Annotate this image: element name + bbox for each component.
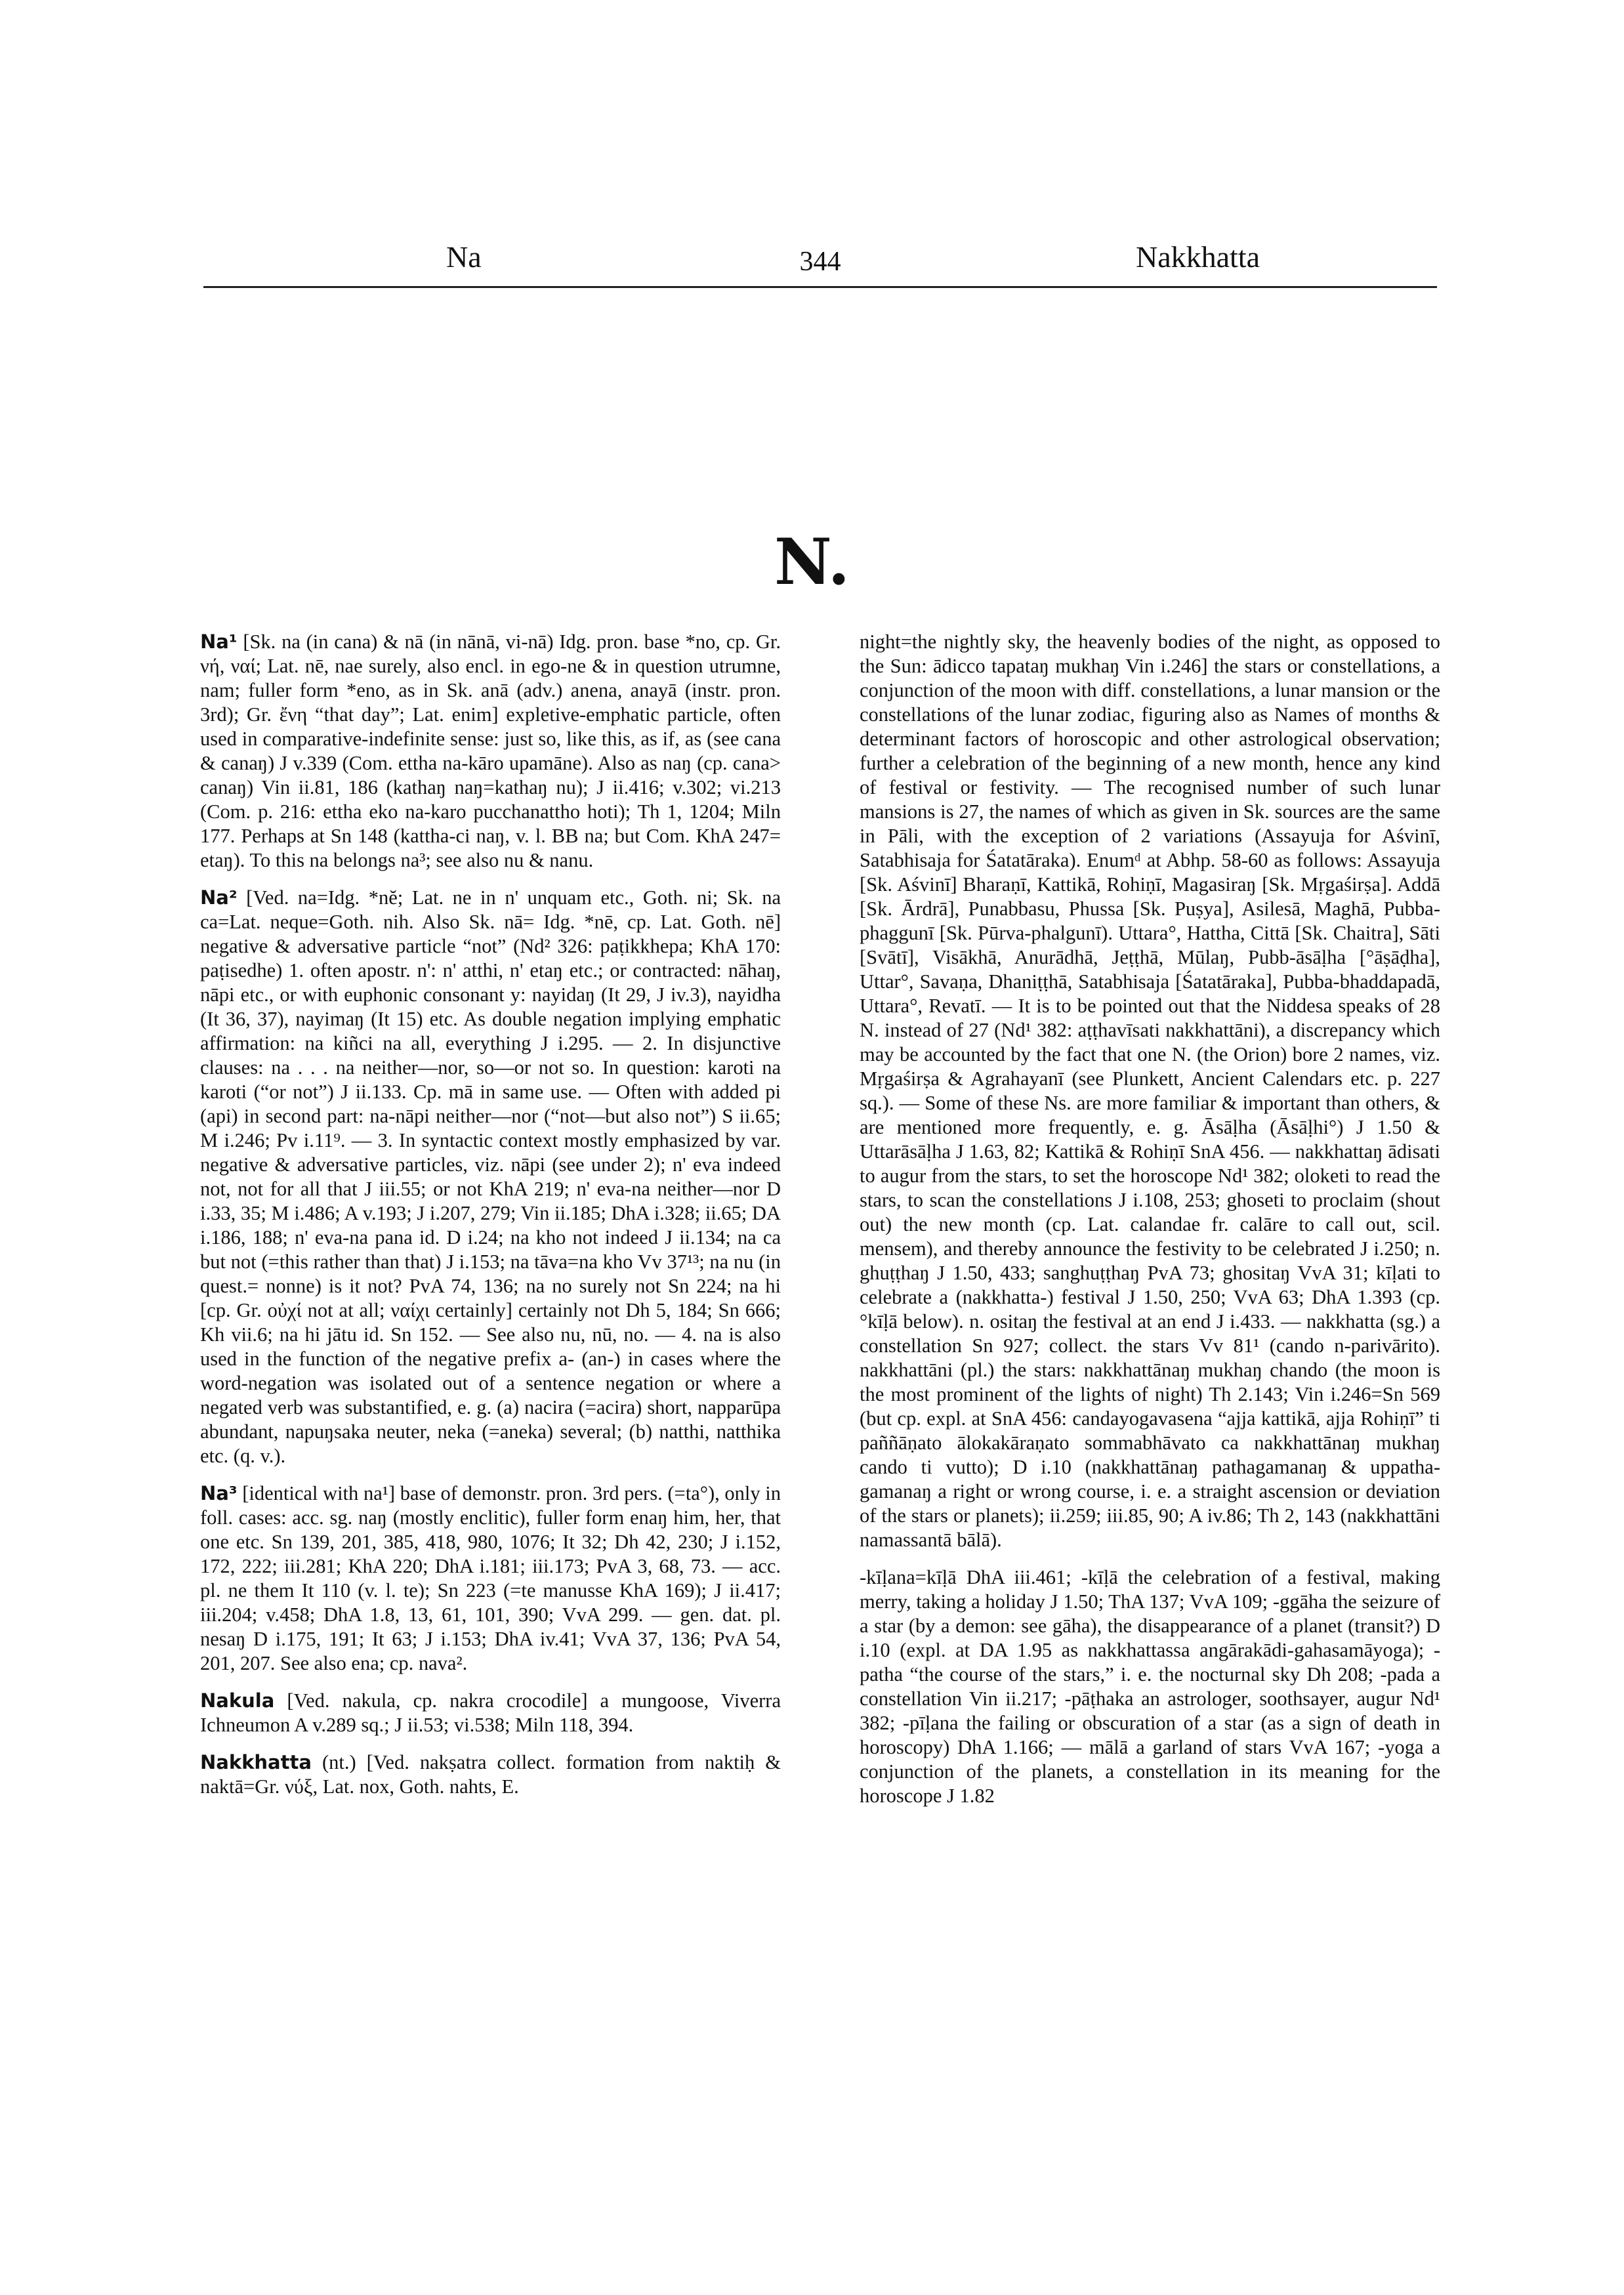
entry-na-1 [200, 630, 781, 873]
entry-headword: Nakkhatta [200, 1751, 312, 1773]
header-right-guideword: Nakkhatta [1135, 240, 1260, 274]
page-number: 344 [799, 247, 841, 277]
entry-nakkhatta-compounds [860, 1565, 1440, 1808]
entry-text: -kīḷana=kīḷā DhA iii.461; -kīḷā the celebration of a festival, making merry, taking a holiday J 1.50; ThA 137; VvA 109; -ggāha the seizure of a star (by a demon: see gāha), the disappearance of a planet (transit?) D i.10 (expl. at DA 1.95 as nakkhattassa angārakādi-gahasamāyoga); -patha “the course of the stars,” i. e. the nocturnal sky Dh 208; -pada a constellation Vin ii.217; -pāṭhaka an astrologer, soothsayer, augur Nd¹ 382; -pīḷana the failing or obscuration of a star (as a sign of death in horoscopy) DhA 1.166; — mālā a garland of stars VvA 167; -yoga a conjunction of the planets, a constellation in its meaning for the horoscope J 1.82 [860, 1566, 1440, 1807]
entry-text: [Sk. na (in cana) & nā (in nānā, vi-nā) Idg. pron. base *no, cp. Gr. νή, ναί; Lat. nē, nae surely, also encl. in ego-ne & in question utrumne, nam; fuller form *eno, as in Sk. anā (adv.) anena, anayā (instr. pron. 3rd); Gr. ἔνη “that day”; Lat. enim] expletive-emphatic particle, often used in comparative-indefinite sense: just so, like this, as if, as (see cana & canaŋ) J v.339 (Com. ettha na-kāro upamāne). Also as naŋ (cp. cana> canaŋ) Vin ii.81, 186 (kathaŋ naŋ=kathaŋ nu); J ii.416; v.302; vi.213 (Com. p. 216: ettha eko na-karo pucchanattho hoti); Th 1, 1204; Miln 177. Perhaps at Sn 148 (kattha-ci naŋ, v. l. BB na; but Com. KhA 247= etaŋ). To this na belongs na³; see also nu & nanu. [200, 631, 781, 871]
entry-nakkhatta [200, 1750, 781, 1799]
header-left-guideword: Na [446, 240, 482, 274]
entry-text: [identical with na¹] base of demonstr. pron. 3rd pers. (=ta°), only in foll. cases: acc. sg. naŋ (mostly enclitic), fuller form enaŋ him, her, that one etc. Sn 139, 201, 385, 418, 980, 1076; It 32; Dh 42, 230; J i.152, 172, 222; iii.281; KhA 220; DhA i.181; iii.173; PvA 3, 68, 73. — acc. pl. ne them It 110 (v. l. te); Sn 223 (=te manusse KhA 169); J ii.417; iii.204; v.458; DhA 1.8, 13, 61, 101, 390; VvA 299. — gen. dat. pl. nesaŋ D i.175, 191; It 63; J i.153; DhA iv.41; VvA 37, 136; PvA 54, 201, 207. See also ena; cp. nava². [200, 1482, 781, 1674]
entry-headword: Nakula [200, 1689, 275, 1712]
entry-na-3 [200, 1481, 781, 1676]
entry-text: [Ved. na=Idg. *nĕ; Lat. ne in n' unquam etc., Goth. ni; Sk. na ca=Lat. neque=Goth. nih. Also Sk. nā= Idg. *nē, cp. Lat. Goth. nē] negative & adversative particle “not” (Nd² 326: paṭikkhepa; KhA 170: paṭisedhe) 1. often apostr. n': n' atthi, n' etaŋ etc.; or contracted: nāhaŋ, nāpi etc., or with euphonic consonant y: nayidaŋ (It 29, J iv.3), nayidha (It 36, 37), nayimaŋ (It 15) etc. As double negation implying emphatic affirmation: na kiñci na all, everything J i.295. — 2. In disjunctive clauses: na . . . na neither—nor, so—or not so. In question: karoti na karoti (“or not”) J ii.133. Cp. mā in same use. — Often with added pi (api) in second part: na-nāpi neither—nor (“not—but also not”) S ii.65; M i.246; Pv i.11⁹. — 3. In syntactic context mostly emphasized by var. negative & adversative particles, viz. nāpi (see under 2); n' eva indeed not, not for all that J iii.55; or not KhA 219; n' eva-na neither—nor D i.33, 35; M i.486; A v.193; J i.207, 279; Vin ii.185; DhA i.328; ii.65; DA i.186, 188; n' eva-na pana id. D i.24; na kho not indeed J ii.134; na ca but not (=this rather than that) J i.153; na tāva=na kho Vv 37¹³; na nu (in quest.= nonne) is it not? PvA 74, 136; na no surely not Sn 224; na hi [cp. Gr. οὐχί not at all; ναίχι certainly] certainly not Dh 5, 184; Sn 666; Kh vii.6; na hi jātu id. Sn 152. — See also nu, nū, no. — 4. na is also used in the function of the negative prefix a- (an-) in cases where the word-negation was isolated out of a sentence negation or where a negated verb was substantified, e. g. (a) nacira (=acira) short, napparūpa abundant, napuŋsaka neuter, neka (=aneka) several; (b) natthi, natthika etc. (q. v.). [200, 886, 781, 1467]
entry-headword: Na¹ [200, 631, 238, 653]
section-letter: N. [774, 525, 850, 599]
entry-headword: Na³ [200, 1482, 238, 1504]
left-column [200, 630, 781, 1812]
entry-nakkhatta-continued [860, 630, 1440, 1552]
entry-text: (nt.) [Ved. nakṣatra collect. formation from naktiḥ & naktā=Gr. νύξ, Lat. nox, Goth. nahts, E. [200, 1751, 781, 1798]
entry-na-2 [200, 886, 781, 1468]
header-rule [203, 286, 1437, 288]
right-column [860, 630, 1440, 1821]
running-head [203, 233, 1437, 285]
entry-text: night=the nightly sky, the heavenly bodies of the night, as opposed to the Sun: ādicco tapataŋ mukhaŋ Vin i.246] the stars or constellations, a conjunction of the moon with diff. constellations, a lunar mansion or the constellations of the lunar zodiac, figuring also as Names of months & determinant factors of horoscopic and other astrological observation; further a celebration of the beginning of a new month, hence any kind of festival or festivity. — The recognised number of such lunar mansions is 27, the names of which as given in Sk. sources are the same in Pāli, with the exception of 2 variations (Assayuja for Aśvinī, Satabhisaja for Śatatāraka). Enumᵈ at Abhp. 58-60 as follows: Assayuja [Sk. Aśvinī] Bharaṇī, Kattikā, Rohiṇī, Magasiraŋ [Sk. Mṛgaśirṣa]. Addā [Sk. Ārdrā], Punabbasu, Phussa [Sk. Puṣya], Asilesā, Maghā, Pubba-phaggunī [Sk. Pūrva-phalgunī). Uttara°, Hattha, Cittā [Sk. Chaitra], Sāti [Svātī], Visākhā, Anurādhā, Jeṭṭhā, Mūlaŋ, Pubb-āsāḷha [°āṣāḍha], Uttar°, Savaṇa, Dhaniṭṭhā, Satabhisaja [Śatatāraka], Pubba-bhaddapadā, Uttara°, Revatī. — It is to be pointed out that the Niddesa speaks of 28 N. instead of 27 (Nd¹ 382: aṭṭhavīsati nakkhattāni), a discrepancy which may be accounted by the fact that one N. (the Orion) bore 2 names, viz. Mṛgaśirṣa & Agrahayanī (see Plunkett, Ancient Calendars etc. p. 227 sq.). — Some of these Ns. are more familiar & important than others, & are mentioned more frequently, e. g. Āsāḷha (Āsāḷhi°) J 1.50 & Uttarāsāḷha J 1.63, 82; Kattikā & Rohiṇī SnA 456. — nakkhattaŋ ādisati to augur from the stars, to set the horoscope Nd¹ 382; oloketi to read the stars, to scan the constellations J i.108, 253; ghoseti to proclaim (shout out) the new month (cp. Lat. calandae fr. calāre to call out, scil. mensem), and thereby announce the festivity to be celebrated J i.250; n. ghuṭṭhaŋ J 1.50, 433; sanghuṭṭhaŋ PvA 73; ghositaŋ VvA 31; kīḷati to celebrate a (nakkhatta-) festival J 1.50, 250; VvA 63; DhA 1.393 (cp. °kīḷā below). n. ositaŋ the festival at an end J i.433. — nakkhatta (sg.) a constellation Sn 927; collect. the stars Vv 81¹ (cando n-parivārito). nakkhattāni (pl.) the stars: nakkhattānaŋ mukhaŋ chando (the moon is the most prominent of the lights of night) Th 2.143; Vin i.246=Sn 569 (but cp. expl. at SnA 456: candayogavasena “ajja kattikā, ajja Rohiṇī” ti paññāṇato ālokakāraṇato sommabhāvato ca nakkhattānaŋ mukhaŋ cando ti vutto); D i.10 (nakkhattānaŋ pathagamanaŋ & uppatha-gamanaŋ a right or wrong course, i. e. a straight ascension or deviation of the stars or planets); ii.259; iii.85, 90; A iv.86; Th 2, 143 (nakkhattāni namassantā bālā). [860, 631, 1440, 1551]
entry-nakula [200, 1689, 781, 1737]
entry-headword: Na² [200, 886, 238, 909]
entry-text: [Ved. nakula, cp. nakra crocodile] a mungoose, Viverra Ichneumon A v.289 sq.; J ii.53; vi.538; Miln 118, 394. [200, 1689, 781, 1736]
